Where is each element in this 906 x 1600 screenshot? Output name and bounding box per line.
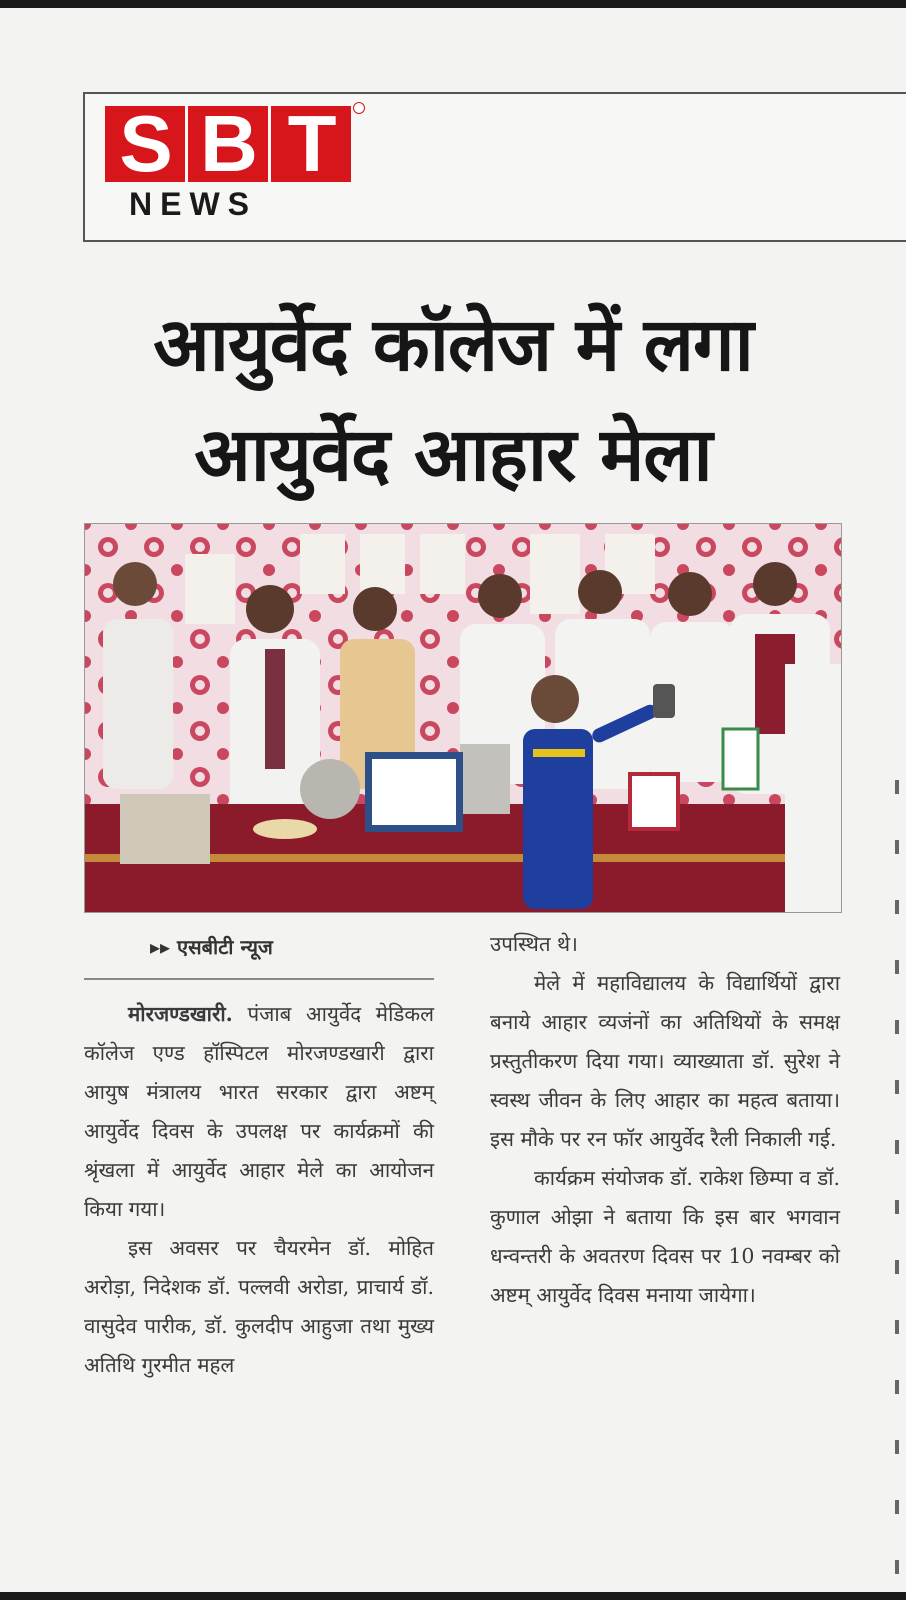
headline-line-1: आयुर्वेद कॉलेज में लगा	[153, 302, 753, 388]
double-arrow-icon: ▸▸	[150, 935, 171, 959]
photo-illustration	[85, 524, 842, 913]
article-paragraph-2: इस अवसर पर चैयरमेन डॉ. मोहित अरोड़ा, निदेशक डॉ. पल्लवी अरोडा, प्राचार्य डॉ. वासुदेव पारीक, डॉ. कुलदीप आहुजा तथा मुख्य अतिथि गुरमीत महल	[84, 1236, 434, 1377]
masthead	[83, 92, 906, 242]
byline	[150, 933, 273, 960]
byline-text: एसबीटी न्यूज	[177, 935, 273, 959]
top-border	[0, 0, 906, 8]
bottom-border	[0, 1592, 906, 1600]
article-paragraph-3: मेले में महाविद्यालय के विद्यार्थियों द्वारा बनाये आहार व्यजंनों का अतिथियों के समक्ष प्रस्तुतीकरण दिया गया। व्याख्याता डॉ. सुरेश ने स्वस्थ जीवन के लिए आहार का महत्व बताया। इस मौके पर रन फॉर आयुर्वेद रैली निकाली गई.	[490, 971, 840, 1151]
sbt-logo	[105, 99, 351, 188]
logo-news-text: NEWS	[129, 186, 257, 222]
headline-line-2: आयुर्वेद आहार मेला	[194, 412, 712, 498]
article-paragraph-continued: उपस्थित थे।	[490, 932, 578, 956]
article-column-2	[490, 925, 840, 1315]
dateline: मोरजण्डखारी.	[128, 1002, 233, 1026]
registered-mark-icon	[353, 102, 365, 114]
headline	[40, 290, 866, 510]
article-column-1	[84, 995, 434, 1385]
logo-letter-t: T	[271, 106, 351, 182]
news-photo	[84, 523, 842, 913]
article-paragraph-4: कार्यक्रम संयोजक डॉ. राकेश छिम्पा व डॉ. कुणाल ओझा ने बताया कि इस बार भगवान धन्वन्तरी के अवतरण दिवस पर 10 नवम्बर को अष्टम् आयुर्वेद दिवस मनाया जायेगा।	[490, 1166, 840, 1307]
byline-divider	[84, 978, 434, 980]
logo-letter-b: B	[188, 106, 268, 182]
paragraph-1-text: पंजाब आयुर्वेद मेडिकल कॉलेज एण्ड हॉस्पिटल मोरजण्डखारी द्वारा आयुष मंत्रालय भारत सरकार द्वारा अष्टम् आयुर्वेद दिवस के उपलक्ष पर कार्यक्रमों की श्रृंखला में आयुर्वेद आहार मेले का आयोजन किया गया।	[84, 1002, 434, 1221]
logo-letter-s: S	[105, 106, 185, 182]
adjacent-column-edge	[895, 780, 899, 1580]
article-paragraph-1	[84, 995, 434, 1229]
